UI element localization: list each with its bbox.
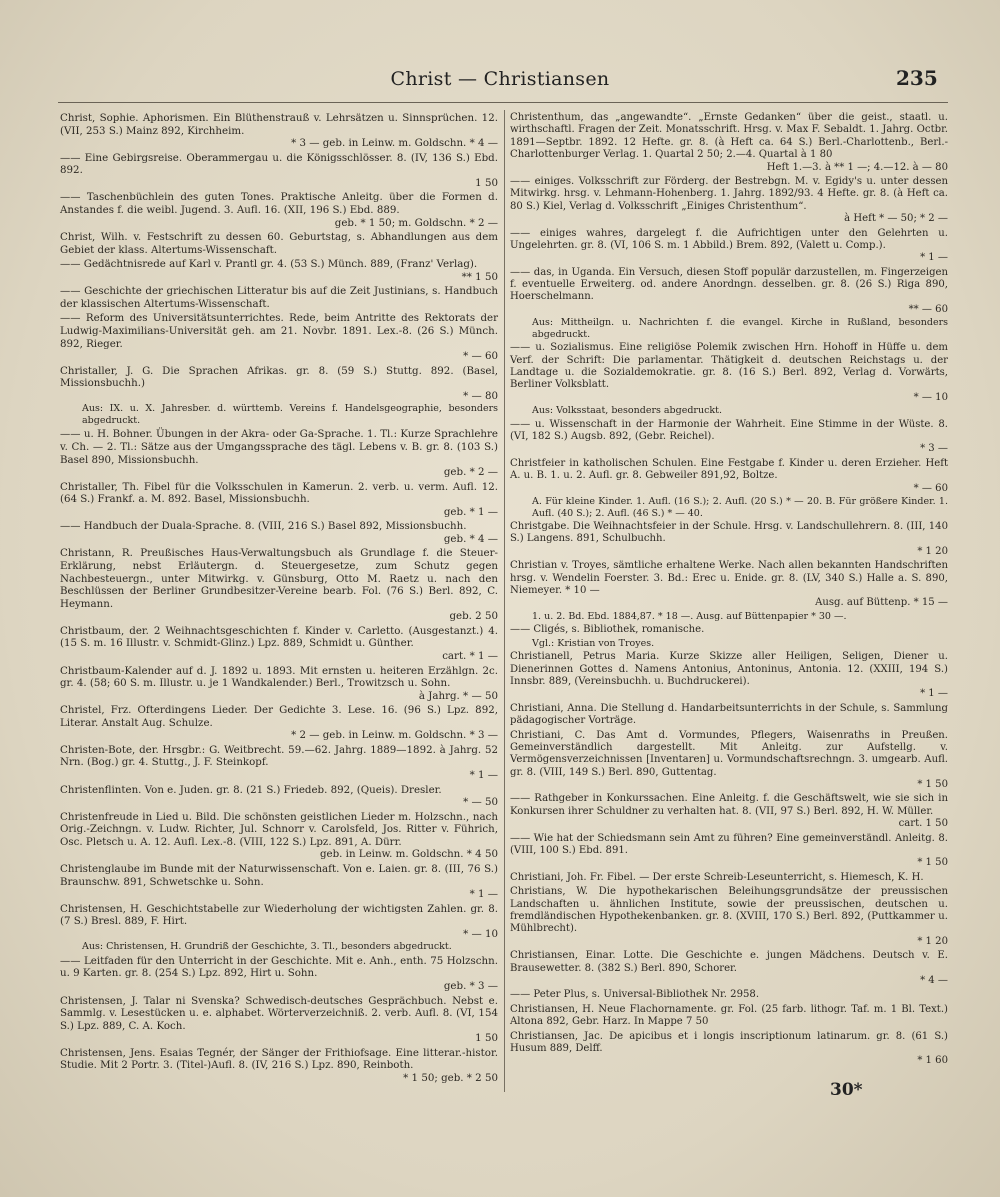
entry-price: à Heft * — 50; * 2 — bbox=[844, 213, 948, 225]
entry-price: * 1 — bbox=[469, 888, 498, 901]
entry-text: —— Peter Plus, s. Universal-Bibliothek Nr. 2958. bbox=[510, 989, 760, 1001]
entry-price: ** — 60 bbox=[908, 303, 948, 315]
entry-text: —— das, in Uganda. Ein Versuch, diesen Stoff populär darzustellen, m. Fingerzeigen f. eventuelle Erweiterg. od. andere Anordngn. desselben. gr. 8. (26 S.) Riga 890, Hoerschelmann. bbox=[510, 266, 948, 303]
entry-text: —— Eine Gebirgsreise. Oberammergau u. die Königsschlösser. 8. (IV, 136 S.) Ebd. 892. bbox=[60, 151, 498, 177]
entry-note: 1. u. 2. Bd. Ebd. 1884,87. * 18 —. Ausg. auf Büttenpapier * 30 —. bbox=[532, 610, 847, 622]
right-column bbox=[510, 112, 948, 1070]
entry-price: * 1 — bbox=[920, 252, 948, 264]
entry-text: Christiansen, Einar. Lotte. Die Geschichte e. jungen Mädchens. Deutsch v. E. Brausewetter. 8. (382 S.) Berl. 890, Schorer. bbox=[510, 950, 948, 974]
entry-text: Christiani, C. Das Amt d. Vormundes, Pflegers, Waisenraths in Preußen. Gemeinverständlich dargestellt. Mit Anleitg. zur Aufstellg. v. Vermögensverzeichnissen [Inventaren] u. Vormundschaftsrechngn. 3. umgearb. Aufl. gr. 8. (VIII, 149 S.) Berl. 890, Guttentag. bbox=[510, 729, 948, 778]
entry-text: Christgabe. Die Weihnachtsfeier in der Schule. Hrsg. v. Landschullehrern. 8. (III, 140 S.) Langens. 891, Schulbuchh. bbox=[510, 521, 948, 545]
entry-text: —— u. Wissenschaft in der Harmonie der Wahrheit. Eine Stimme in der Wüste. 8. (VI, 182 S.) Augsb. 892, (Gebr. Reichel). bbox=[510, 418, 948, 443]
entry-text: —— Geschichte der griechischen Litteratur bis auf die Zeit Justinians, s. Handbuch der klassischen Altertums-Wissenschaft. bbox=[60, 285, 498, 310]
entry-note: Aus: Christensen, H. Grundriß der Geschichte, 3. Tl., besonders abgedruckt. bbox=[82, 941, 452, 953]
entry-text: —— Handbuch der Duala-Sprache. 8. (VIII, 216 S.) Basel 892, Missionsbuchh. bbox=[60, 520, 467, 533]
entry-note: Aus: Volksstaat, besonders abgedruckt. bbox=[532, 405, 722, 417]
entry-text: Christ, Wilh. v. Festschrift zu dessen 60. Geburtstag, s. Abhandlungen aus dem Gebiet der klass. Altertums-Wissenschaft. bbox=[60, 231, 498, 256]
bibliography-entry bbox=[60, 955, 498, 993]
entry-text: —— Gedächtnisrede auf Karl v. Prantl gr. 4. (53 S.) Münch. 889, (Franz' Verlag). bbox=[60, 258, 478, 271]
entry-text: Christensen, H. Geschichtstabelle zur Wiederholung der wichtigsten Zahlen. gr. 8. (7 S.) Bresl. 889, F. Hirt. bbox=[60, 902, 498, 928]
entry-text: —— Taschenbüchlein des guten Tones. Praktische Anleitg. über die Formen d. Anstandes f. die weibl. Jugend. 3. Aufl. 16. (XII, 196 S.) Ebd. 889. bbox=[60, 191, 498, 216]
bibliography-entry bbox=[60, 1047, 498, 1085]
bibliography-entry bbox=[60, 903, 498, 953]
signature-mark: 30* bbox=[830, 1080, 863, 1100]
bibliography-entry bbox=[510, 458, 948, 519]
entry-price: geb. * 2 — bbox=[443, 466, 498, 479]
entry-price: 1 50 bbox=[475, 1032, 498, 1045]
entry-price: * — 80 bbox=[463, 389, 498, 402]
bibliography-entry bbox=[60, 784, 498, 809]
bibliography-entry bbox=[510, 267, 948, 341]
bibliography-entry bbox=[60, 365, 498, 427]
bibliography-entry bbox=[510, 1004, 948, 1029]
entry-note: Vgl.: Kristian von Troyes. bbox=[532, 637, 655, 649]
entry-price: * 3 — geb. in Leinw. m. Goldschn. * 4 — bbox=[291, 137, 498, 150]
bibliography-entry bbox=[510, 833, 948, 870]
entry-text: Christenfreude in Lied u. Bild. Die schönsten geistlichen Lieder m. Holzschn., nach Orig.-Zeichngn. v. Ludw. Richter, Jul. Schnorr v. Carolsfeld, Jos. Ritter v. Führich, Osc. Pletsch u. A. 12. Aufl. Lex.-8. (VIII, 122 S.) Lpz. 891, A. Dürr. bbox=[60, 810, 498, 848]
entry-price: ** 1 50 bbox=[461, 270, 498, 283]
bibliography-entry bbox=[60, 995, 498, 1045]
entry-text: Christensen, Jens. Esaias Tegnér, der Sänger der Frithiofsage. Eine litterar.-histor. Studie. Mit 2 Portr. 3. (Titel-)Aufl. 8. (IV, 216 S.) Lpz. 890, Reinboth. bbox=[60, 1046, 498, 1072]
bibliography-entry bbox=[510, 560, 948, 622]
entry-text: Christiani, Anna. Die Stellung d. Handarbeitsunterrichts in der Schule, s. Sammlung pädagogischer Vorträge. bbox=[510, 702, 948, 727]
bibliography-entry bbox=[60, 625, 498, 663]
bibliography-entry bbox=[510, 886, 948, 948]
entry-price: * 1 50 bbox=[917, 779, 948, 791]
entry-price: Ausg. auf Büttenp. * 15 — bbox=[815, 597, 948, 609]
entry-price: * 4 — bbox=[920, 974, 948, 986]
entry-price: cart. * 1 — bbox=[442, 649, 498, 662]
entry-text: Christiansen, Jac. De apicibus et i longis inscriptionum latinarum. gr. 8. (61 S.) Husum 889, Delff. bbox=[510, 1030, 948, 1054]
entry-text: —— einiges. Volksschrift zur Förderg. der Bestrebgn. M. v. Egidy's u. unter dessen Mitwirkg. hrsg. v. Lehmann-Hohenberg. 1. Jahrg. 1892/93. 4 Hefte. gr. 8. (à Heft ca. 80 S.) Kiel, Verlag d. Volksschrift „Einiges Christenthum“. bbox=[510, 175, 948, 212]
bibliography-entry bbox=[510, 703, 948, 728]
entry-text: —— Reform des Universitätsunterrichtes. Rede, beim Antritte des Rektorats der Ludwig-Maximilians-Universität geh. am 21. Novbr. 1891. Lex.-8. (26 S.) Münch. 892, Rieger. bbox=[60, 312, 498, 350]
bibliography-entry bbox=[60, 481, 498, 519]
entry-text: Christel, Frz. Ofterdingens Lieder. Der Gedichte 3. Lese. 16. (96 S.) Lpz. 892, Literar. Anstalt Aug. Schulze. bbox=[60, 704, 498, 729]
bibliography-entry bbox=[510, 112, 948, 174]
bibliography-entry bbox=[60, 191, 498, 229]
left-column bbox=[60, 112, 498, 1086]
entry-text: Christians, W. Die hypothekarischen Beleihungsgrundsätze der preussischen Landschaften u. ähnlichen Institute, sowie der preussischen, deutschen u. fremdländischen Hypothekenbanken. gr. 8. (XVIII, 170 S.) Berl. 892, (Puttkammer u. Mühlbrecht). bbox=[510, 886, 948, 935]
entry-price: Heft 1.—3. à ** 1 —; 4.—12. à — 80 bbox=[766, 161, 948, 173]
entry-text: Christbaum-Kalender auf d. J. 1892 u. 1893. Mit ernsten u. heiteren Erzählgn. 2c. gr. 4. (58; 60 S. m. Illustr. u. je 1 Wandkalender.) Berl., Trowitzsch u. Sohn. bbox=[60, 664, 498, 690]
entry-text: Christianell, Petrus Maria. Kurze Skizze aller Heiligen, Seligen, Diener u. Dienerinnen Gottes d. Namens Antonius, Antoninus, Antonia. 12. (XXIII, 194 S.) Innsbr. 889, (Vereinsbuchh. u. Buchdruckerei). bbox=[510, 651, 948, 687]
entry-price: geb. in Leinw. m. Goldschn. * 4 50 bbox=[319, 848, 498, 861]
entry-text: Christiani, Joh. Fr. Fibel. — Der erste Schreib-Leseunterricht, s. Hiemesch, K. H. bbox=[510, 871, 924, 883]
bibliography-entry bbox=[60, 704, 498, 742]
entry-price: * 1 20 bbox=[917, 545, 948, 557]
column-divider bbox=[504, 110, 505, 1092]
bibliography-entry bbox=[60, 520, 498, 545]
entry-text: —— einiges wahres, dargelegt f. die Aufrichtigen unter den Gelehrten u. Ungelehrten. gr. 8. (VI, 106 S. m. 1 Abbild.) Brem. 892, (Valett u. Comp.). bbox=[510, 227, 948, 251]
entry-price: * 1 60 bbox=[917, 1055, 948, 1067]
entry-note: Aus: Mittheilgn. u. Nachrichten f. die evangel. Kirche in Rußland, besonders abgedruckt. bbox=[532, 317, 948, 340]
entry-price: * — 10 bbox=[913, 391, 948, 403]
entry-note: A. Für kleine Kinder. 1. Aufl. (16 S.); 2. Aufl. (20 S.) * — 20. B. Für größere Kinder. 1. Aufl. (40 S.); 2. Aufl. (46 S.) * — 40. bbox=[532, 496, 948, 519]
bibliography-entry bbox=[60, 863, 498, 901]
bibliography-entry bbox=[510, 228, 948, 265]
entry-price: geb. * 4 — bbox=[443, 532, 498, 545]
bibliography-entry bbox=[510, 793, 948, 830]
entry-text: —— Wie hat der Schiedsmann sein Amt zu führen? Eine gemeinverständl. Anleitg. 8. (VIII, 100 S.) Ebd. 891. bbox=[510, 832, 948, 857]
entry-text: —— Cligés, s. Bibliothek, romanische. bbox=[510, 624, 705, 636]
bibliography-entry bbox=[60, 428, 498, 478]
entry-price: geb. * 1 — bbox=[443, 505, 498, 518]
bibliography-entry bbox=[510, 1031, 948, 1068]
entry-price: cart. 1 50 bbox=[898, 818, 948, 830]
bibliography-entry bbox=[60, 312, 498, 362]
entry-price: * 1 — bbox=[469, 769, 498, 781]
bibliography-entry bbox=[60, 112, 498, 150]
entry-price: * 1 50; geb. * 2 50 bbox=[403, 1071, 498, 1084]
bibliography-entry bbox=[60, 547, 498, 622]
entry-price: geb. * 3 — bbox=[443, 979, 498, 992]
bibliography-entry bbox=[60, 258, 498, 283]
entry-price: à Jahrg. * — 50 bbox=[418, 689, 498, 702]
bibliography-entry bbox=[510, 419, 948, 456]
entry-price: * 1 50 bbox=[917, 857, 948, 869]
entry-text: Christenthum, das „angewandte“. „Ernste Gedanken“ über die geist., staatl. u. wirthschaftl. Fragen der Zeit. Monatsschrift. Hrsg. v. Max F. Sebaldt. 1. Jahrg. Octbr. 1891—Septbr. 1892. 12 Hefte. gr. 8. (à Heft ca. 64 S.) Berl.-Charlottenb., Berl.-Charlottenburger Verlag. 1. Quartal 2 50; 2.—4. Quartal à 1 80 bbox=[510, 112, 948, 161]
entry-text: Christiansen, H. Neue Flachornamente. gr. Fol. (25 farb. lithogr. Taf. m. 1 Bl. Text.) Altona 892, Gebr. Harz. In Mappe 7 50 bbox=[510, 1003, 948, 1028]
bibliography-entry bbox=[60, 744, 498, 782]
entry-text: Christian v. Troyes, sämtliche erhaltene Werke. Nach allen bekannten Handschriften hrsg. v. Wendelin Foerster. 3. Bd.: Erec u. Enide. gr. 8. (LV, 340 S.) Halle a. S. 890, Niemeyer. * 10 — bbox=[510, 560, 948, 596]
entry-price: * 2 — geb. in Leinw. m. Goldschn. * 3 — bbox=[291, 729, 498, 742]
bibliography-entry bbox=[510, 521, 948, 558]
entry-text: —— u. Sozialismus. Eine religiöse Polemik zwischen Hrn. Hohoff in Hüffe u. dem Verf. der Schrift: Die parlamentar. Thätigkeit d. deutschen Reichstags u. der Landtage u. die Sozialdemokratie. gr. 8. (16 S.) Berl. 892, Verlag d. Vorwärts, Berliner Volksblatt. bbox=[510, 342, 948, 391]
bibliography-entry bbox=[510, 342, 948, 416]
bibliography-entry bbox=[60, 811, 498, 861]
entry-text: Christ, Sophie. Aphorismen. Ein Blüthenstrauß v. Lehrsätzen u. Sinnsprüchen. 12. (VII, 253 S.) Mainz 892, Kirchheim. bbox=[60, 112, 498, 137]
entry-text: Christann, R. Preußisches Haus-Verwaltungsbuch als Grundlage f. die Steuer-Erklärung, nebst Erläutergn. d. Steuergesetze, zum Schutz gegen Nachbesteuergn., unter Mitwirkg. v. Günsburg, Otto M. Raetz u. nach den Beschlüssen der Berliner Grundbesitzer-Vereine bearb. Fol. (76 S.) Berl. 892, C. Heymann. bbox=[60, 547, 498, 610]
entry-text: Christen-Bote, der. Hrsgbr.: G. Weitbrecht. 59.—62. Jahrg. 1889—1892. à Jahrg. 52 Nrn. (Bog.) gr. 4. Stuttg., J. F. Steinkopf. bbox=[60, 743, 498, 769]
bibliography-entry bbox=[510, 950, 948, 987]
entry-price: * 1 — bbox=[920, 688, 948, 700]
entry-text: Christaller, Th. Fibel für die Volksschulen in Kamerun. 2. verb. u. verm. Aufl. 12. (64 S.) Frankf. a. M. 892. Basel, Missionsbuchh. bbox=[60, 480, 498, 506]
entry-text: —— u. H. Bohner. Übungen in der Akra- oder Ga-Sprache. 1. Tl.: Kurze Sprachlehre v. Ch. — 2. Tl.: Sätze aus der Umgangssprache des tägl. Lebens v. B. gr. 8. (103 S.) Basel 890, Missionsbuchh. bbox=[60, 428, 498, 466]
bibliography-entry bbox=[60, 152, 498, 190]
entry-price: geb. 2 50 bbox=[449, 610, 498, 623]
entry-price: 1 50 bbox=[475, 176, 498, 189]
bibliography-entry bbox=[510, 651, 948, 701]
entry-price: * — 50 bbox=[463, 796, 498, 809]
page-number: 235 bbox=[896, 66, 938, 90]
entry-text: Christensen, J. Talar ni Svenska? Schwedisch-deutsches Gesprächbuch. Nebst e. Sammlg. v. Lesestücken u. e. alphabet. Wörterverzeichniß. 2. verb. Aufl. 8. (VI, 154 S.) Lpz. 889, C. A. Koch. bbox=[60, 994, 498, 1032]
bibliography-entry bbox=[510, 624, 948, 649]
header-rule bbox=[58, 102, 948, 103]
bibliography-entry bbox=[510, 176, 948, 226]
entry-price: * — 10 bbox=[463, 927, 498, 940]
entry-text: Christbaum, der. 2 Weihnachtsgeschichten f. Kinder v. Carletto. (Ausgestanzt.) 4. (15 S. m. 16 Illustr. v. Schmidt-Glinz.) Lpz. 889, Schmidt u. Günther. bbox=[60, 624, 498, 650]
entry-text: —— Rathgeber in Konkurssachen. Eine Anleitg. f. die Geschäftswelt, wie sie sich in Konkursen ihrer Schuldner zu verhalten hat. 8. (VII, 97 S.) Berl. 892, H. W. Müller. bbox=[510, 793, 948, 817]
entry-text: Christfeier in katholischen Schulen. Eine Festgabe f. Kinder u. deren Erzieher. Heft A. u. B. 1. u. 2. Aufl. gr. 8. Gebweiler 891,92, Boltze. bbox=[510, 457, 948, 482]
entry-text: Christenglaube im Bunde mit der Naturwissenschaft. Von e. Laien. gr. 8. (III, 76 S.) Braunschw. 891, Schwetschke u. Sohn. bbox=[60, 862, 498, 888]
bibliography-entry bbox=[510, 989, 948, 1001]
bibliography-entry bbox=[60, 231, 498, 256]
entry-price: geb. * 1 50; m. Goldschn. * 2 — bbox=[334, 216, 498, 229]
running-head: Christ — Christiansen bbox=[390, 68, 610, 90]
entry-text: Christenflinten. Von e. Juden. gr. 8. (21 S.) Friedeb. 892, (Queis). Dresler. bbox=[60, 783, 442, 796]
entry-text: Christaller, J. G. Die Sprachen Afrikas. gr. 8. (59 S.) Stuttg. 892. (Basel, Missionsbuchh.) bbox=[60, 364, 498, 390]
entry-price: * — 60 bbox=[463, 350, 498, 363]
bibliography-entry bbox=[60, 285, 498, 310]
entry-text: —— Leitfaden für den Unterricht in der Geschichte. Mit e. Anh., enth. 75 Holzschn. u. 9 Karten. gr. 8. (254 S.) Lpz. 892, Hirt u. Sohn. bbox=[60, 954, 498, 980]
bibliography-entry bbox=[510, 872, 948, 884]
entry-price: * — 60 bbox=[913, 482, 948, 494]
bibliography-entry bbox=[60, 665, 498, 703]
entry-note: Aus: IX. u. X. Jahresber. d. württemb. Vereins f. Handelsgeographie, besonders abgedruckt. bbox=[82, 403, 498, 426]
entry-price: * 3 — bbox=[920, 443, 948, 455]
bibliography-entry bbox=[510, 730, 948, 792]
entry-price: * 1 20 bbox=[917, 935, 948, 947]
